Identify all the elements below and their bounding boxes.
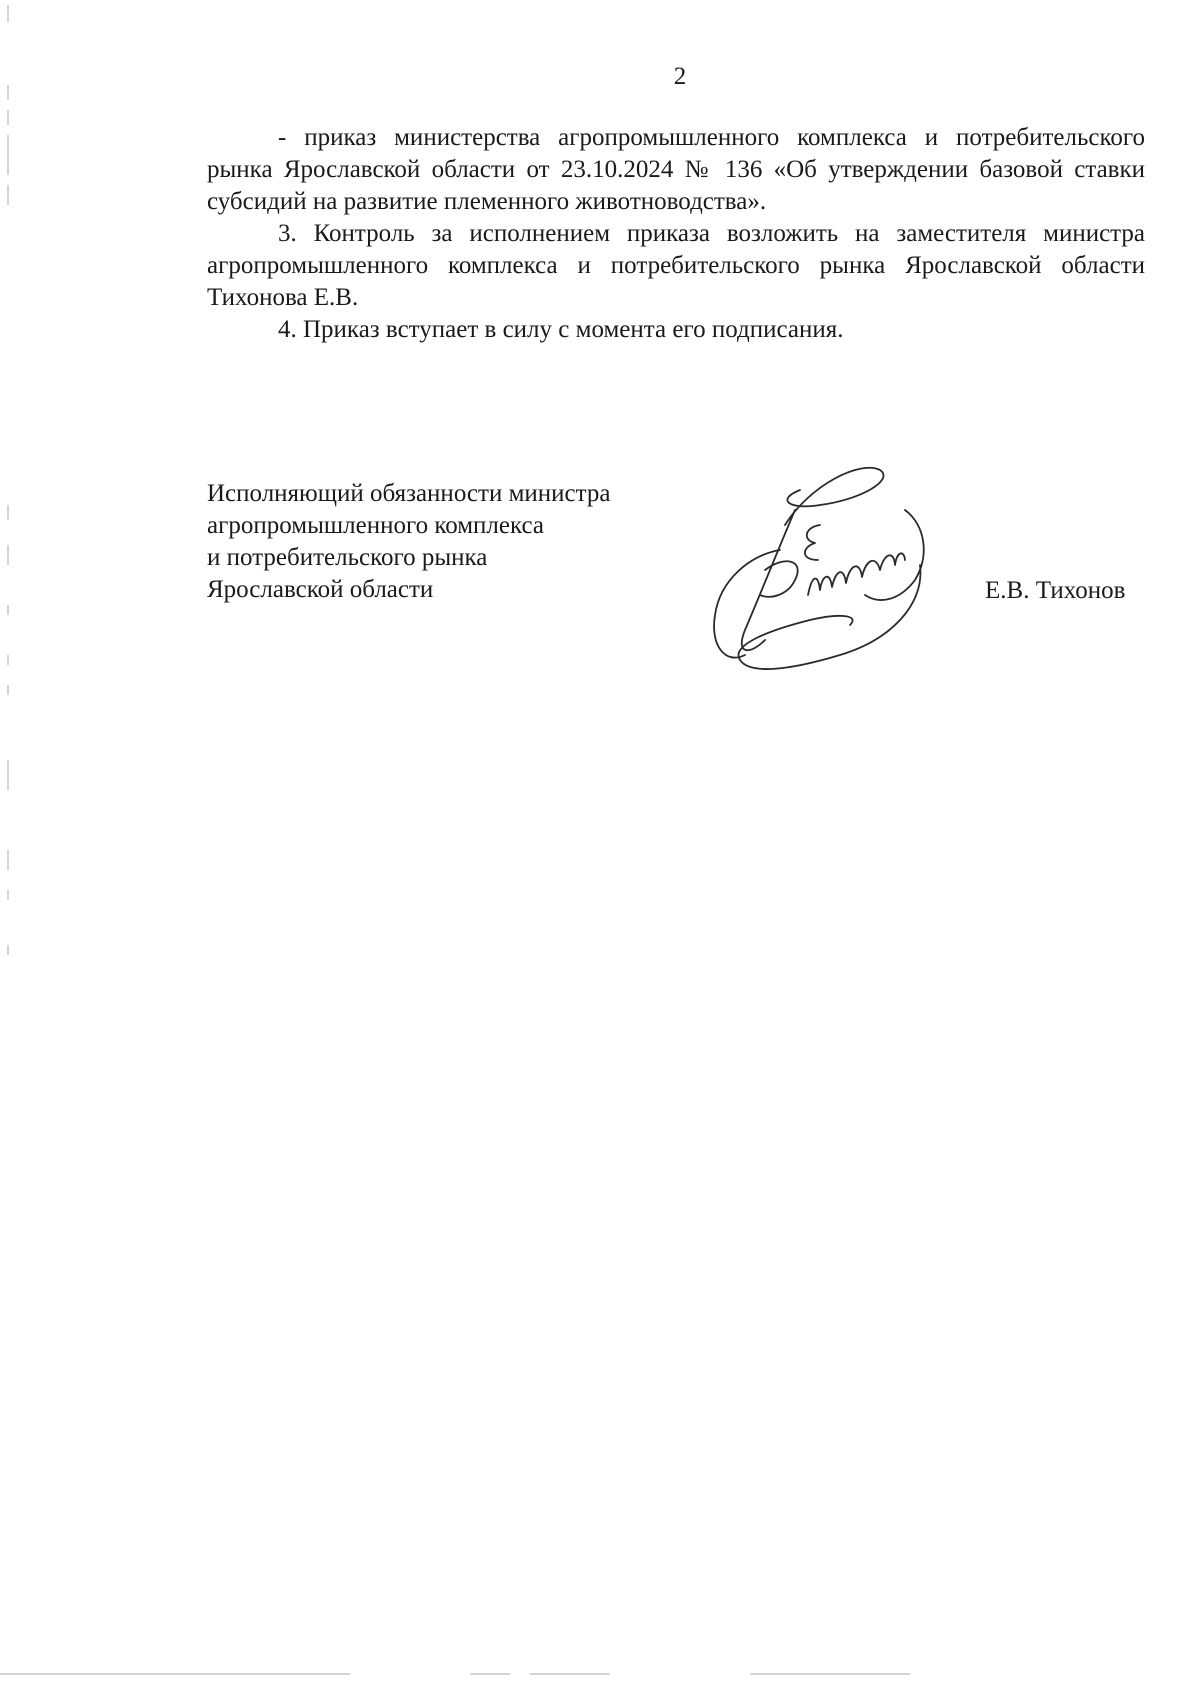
- signatory-title-line: и потребительского рынка: [207, 544, 488, 571]
- signatory-title-line: Исполняющий обязанности министра: [207, 480, 611, 507]
- paragraph-order-reference: - приказ министерства агропромышленного комплекса и потребительского рынка Ярославской области от 23.10.2024 № 136 «Об утверждении базовой ставки субсидий на развитие племенного животноводства».: [207, 124, 1145, 215]
- paragraph-control: 3. Контроль за исполнением приказа возложить на заместителя министра агропромышленного комплекса и потребительского рынка Ярославской области Тихонова Е.В.: [207, 220, 1145, 311]
- document-body: [207, 122, 1145, 346]
- signatory-title-line: Ярославской области: [207, 576, 434, 603]
- scan-edge-bottom: [0, 1671, 1200, 1677]
- signatory-title-line: агропромышленного комплекса: [207, 512, 545, 539]
- handwritten-signature: [690, 455, 950, 695]
- page-number: 2: [673, 63, 687, 90]
- scan-edge-left: [6, 0, 10, 960]
- signatory-title: [207, 478, 610, 606]
- paragraph-effective: 4. Приказ вступает в силу с момента его подписания.: [278, 316, 844, 343]
- signer-name: Е.В. Тихонов: [985, 577, 1126, 604]
